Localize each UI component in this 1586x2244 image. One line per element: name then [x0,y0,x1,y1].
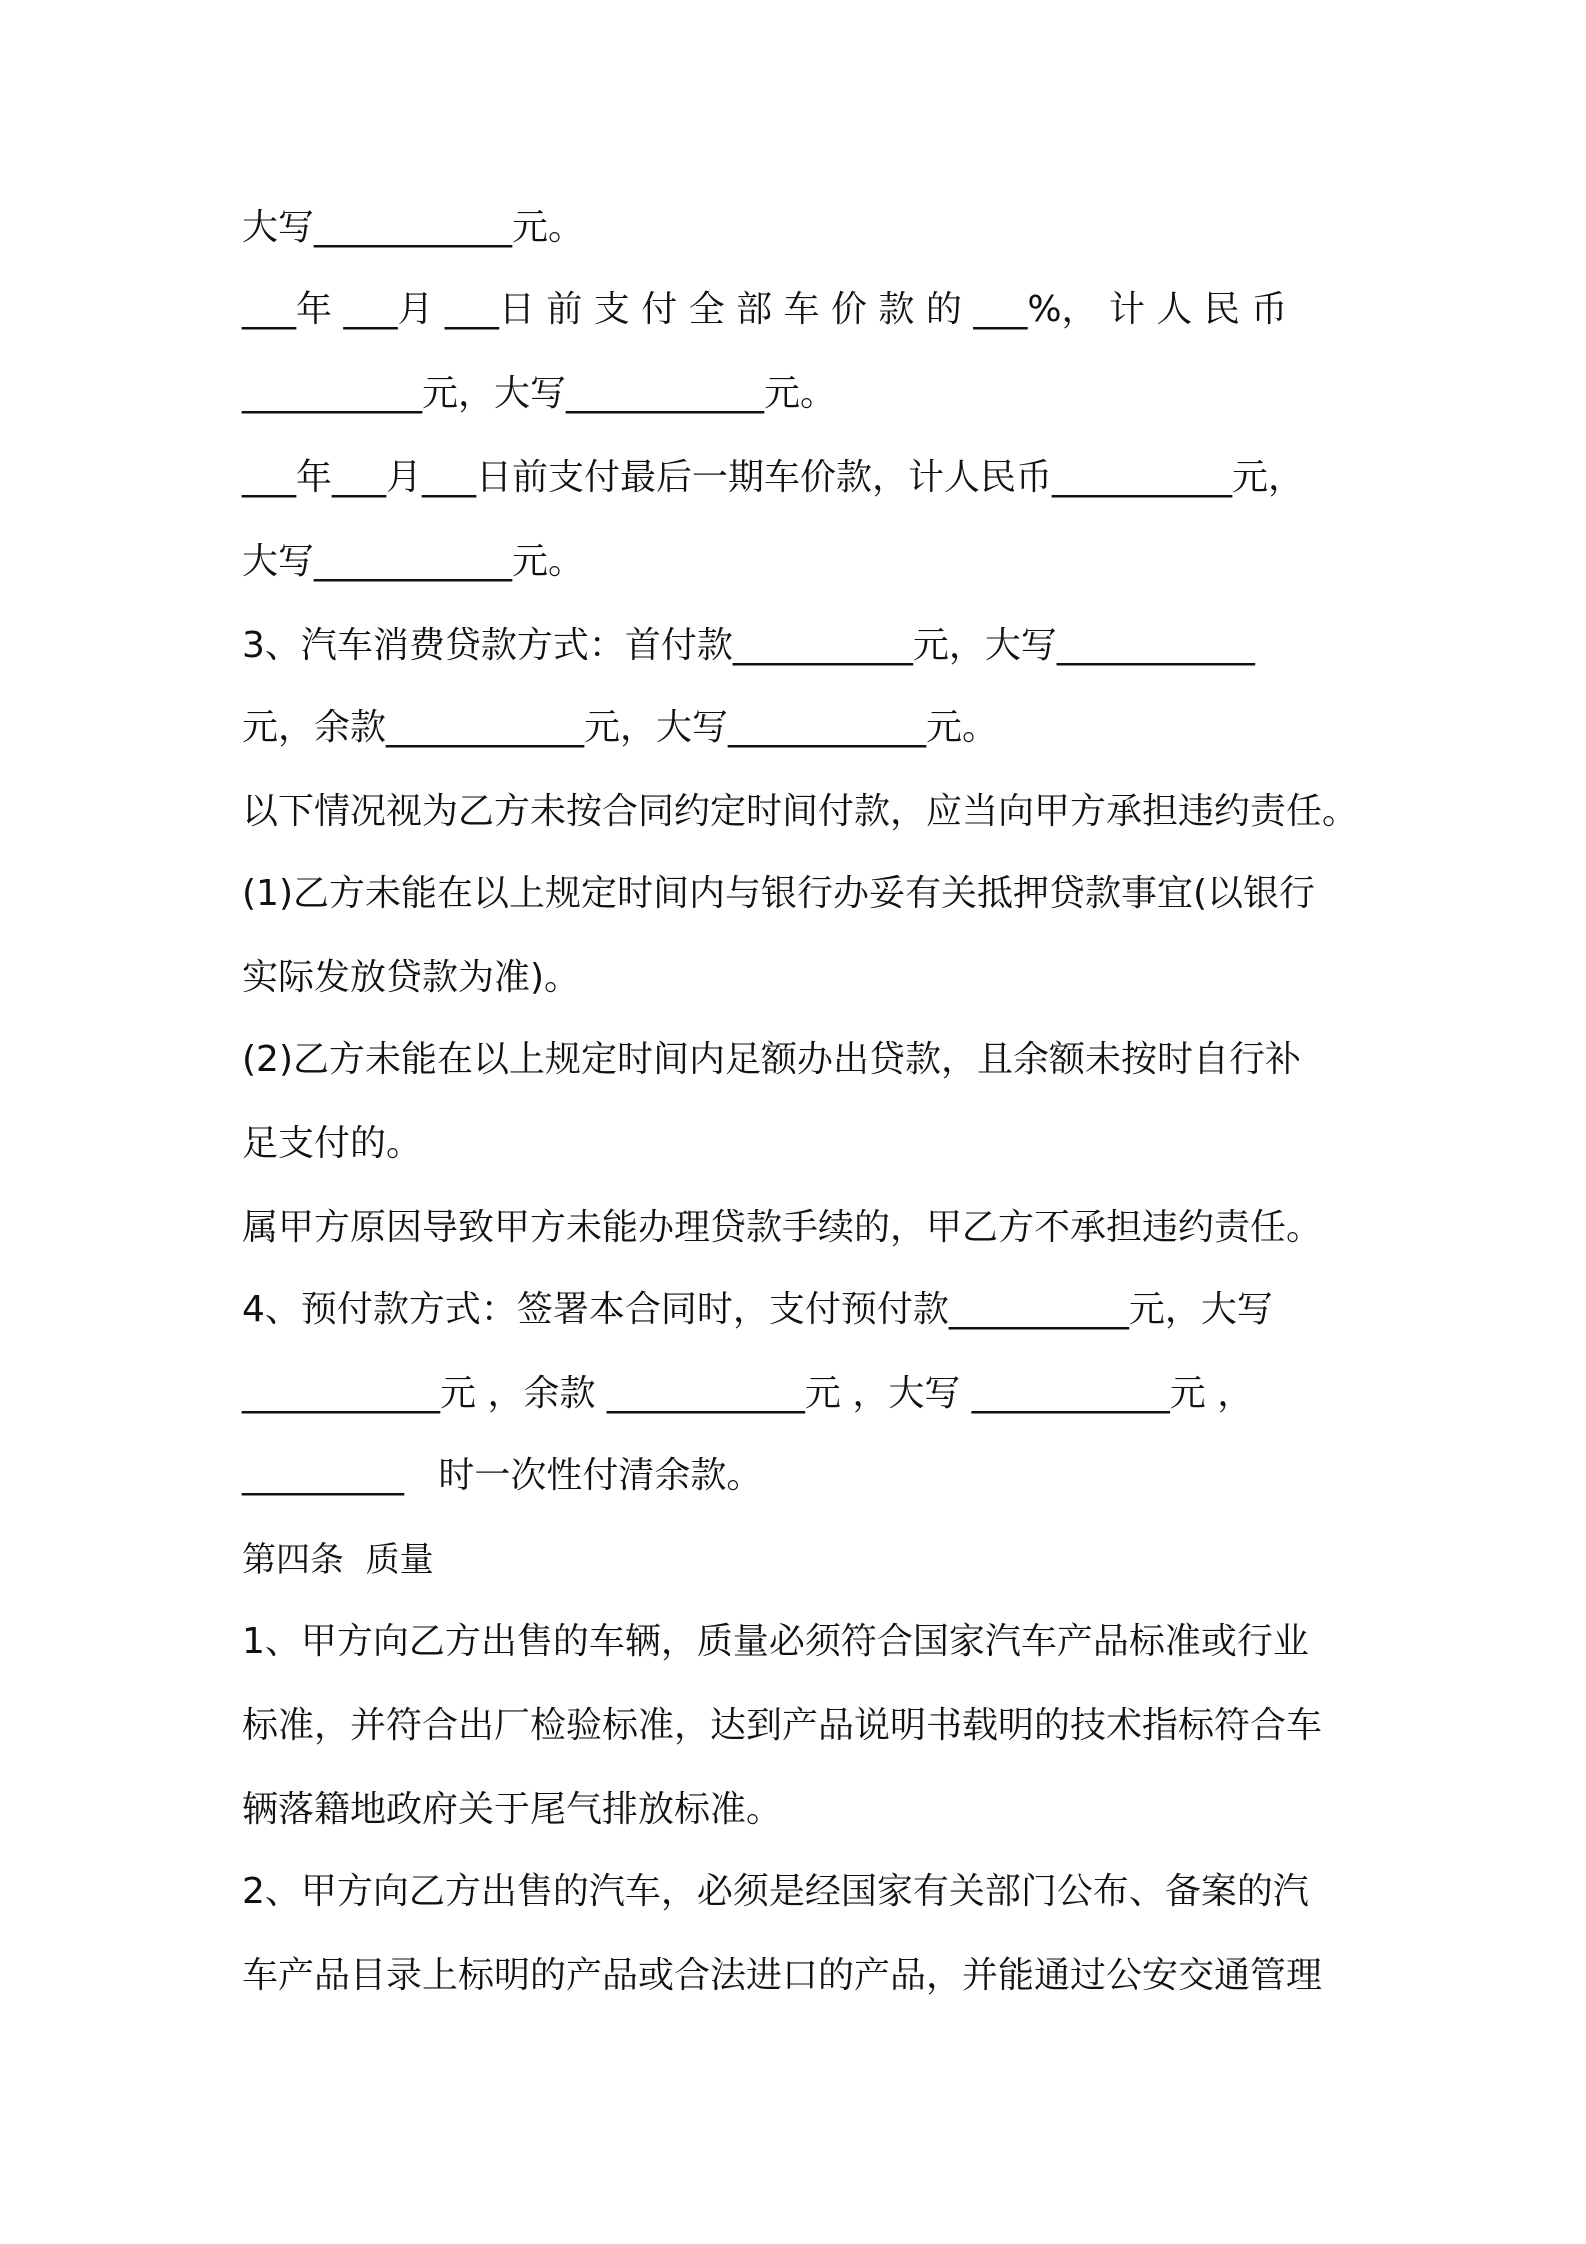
text-line: 属甲方原因导致甲方未能办理贷款手续的，甲乙方不承担违约责任。 [242,1207,1323,1248]
section-heading: 第四条 质量 [242,1540,434,1580]
text-line: 1、甲方向乙方出售的车辆，质量必须符合国家汽车产品标准或行业 [242,1621,1309,1662]
text-line: 车产品目录上标明的产品或合法进口的产品，并能通过公安交通管理 [242,1955,1323,1996]
text-line: 大写___________元。 [242,541,585,582]
text-line: __________元，大写___________元。 [242,373,837,414]
text-line: (2)乙方未能在以上规定时间内足额办出贷款，且余额未按时自行补 [242,1039,1301,1080]
text-line: 2、甲方向乙方出售的汽车，必须是经国家有关部门公布、备案的汽 [242,1871,1309,1912]
text-line: 标准，并符合出厂检验标准，达到产品说明书载明的技术指标符合车 [242,1705,1323,1746]
text-line: 以下情况视为乙方未按合同约定时间付款，应当向甲方承担违约责任。 [242,791,1359,832]
text-line: (1)乙方未能在以上规定时间内与银行办妥有关抵押贷款事宜(以银行 [242,873,1316,914]
text-line: 足支付的。 [242,1123,423,1164]
text-line: 大写___________元。 [242,207,585,248]
text-line: ___年 ___月 ___日 前 支 付 全 部 车 价 款 的 ___%， 计 人 民 币 [242,289,1288,330]
text-line: ___________元 ，余款 ___________元 ，大写 ___________元 ， [242,1373,1254,1414]
text-line: 辆落籍地政府关于尾气排放标准。 [242,1789,783,1830]
text-line: 实际发放贷款为准)。 [242,957,581,998]
text-line: 4、预付款方式：签署本合同时，支付预付款__________元，大写 [242,1289,1273,1330]
text-line: ___年___月___日前支付最后一期车价款，计人民币__________元， [242,457,1305,498]
text-line: 3、汽车消费贷款方式：首付款__________元，大写___________ [242,625,1255,666]
text-line: 元，余款___________元，大写___________元。 [242,707,999,748]
text-line: _________ 时一次性付清余款。 [242,1455,763,1496]
